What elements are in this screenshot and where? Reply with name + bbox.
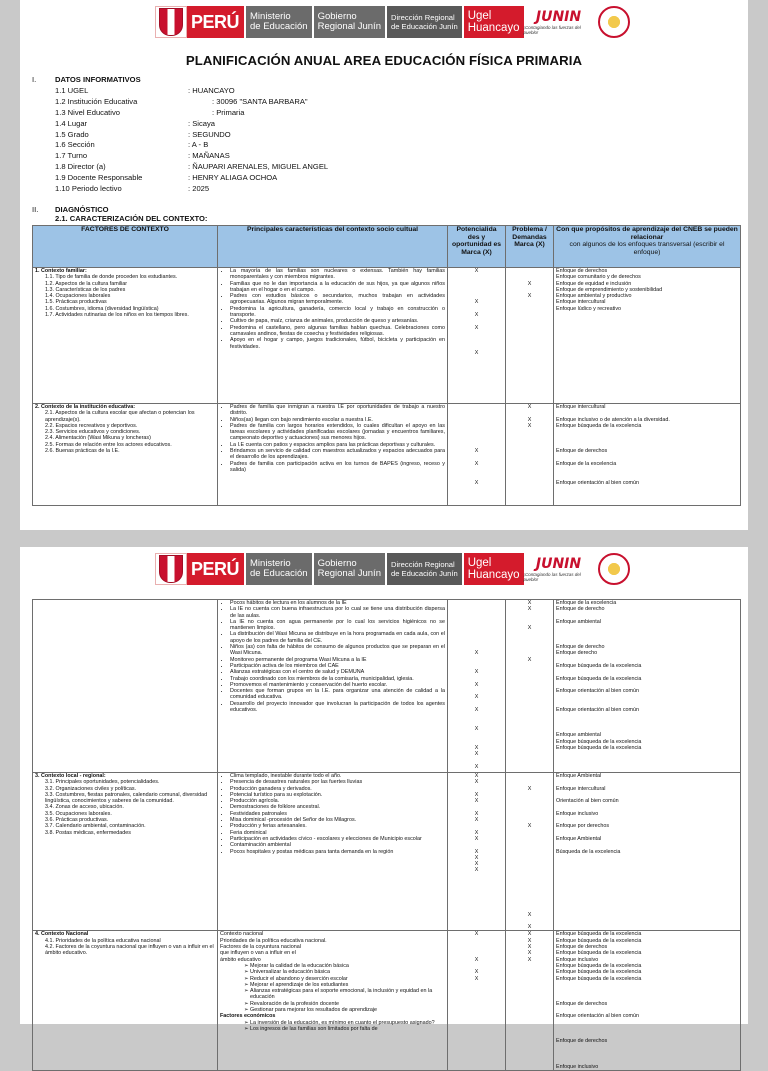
section-1-number: I.: [32, 75, 37, 84]
enfoque-item: Enfoque búsqueda de la excelencia: [556, 975, 642, 982]
factor-item: 2.3. Servicios educativos y condiciones.: [45, 429, 141, 436]
potencialidad-mark: X: [474, 751, 479, 758]
section-2-subtitle: 2.1. CARACTERIZACIÓN DEL CONTEXTO:: [55, 214, 208, 223]
potencialidad-mark: X: [474, 694, 479, 701]
enfoque-item: Enfoque búsqueda de la excelencia: [556, 962, 642, 969]
potencialidad-mark: X: [474, 798, 479, 805]
potencialidad-mark: X: [474, 848, 479, 855]
problema-mark: X: [527, 924, 532, 931]
datos-label: 1.2 Institución Educativa: [55, 96, 138, 106]
header-problema: Problema / Demandas Marca (X): [506, 226, 554, 268]
enfoque-item: Orientación al bien común: [556, 798, 619, 805]
context-table-continued: [32, 599, 741, 1071]
potencialidad-mark: X: [474, 969, 479, 976]
factor-item: 3.6. Prácticas productivas.: [45, 817, 109, 824]
enfoque-item: Enfoque inclusivo: [556, 956, 599, 963]
caracteristica-item: • Participación en actividades cívico - escolares y elecciones de Municipio escolar: [230, 836, 445, 842]
enfoque-item: Enfoque de derecho: [556, 644, 605, 651]
caracteristica-item: • Niños(as) llegan con bajo rendimiento escolar a nuestra I.E.: [230, 417, 445, 423]
caracteristica-item: • La I.E cuenta con patios y espacios amplios para las prácticas deportivas y culturales.: [230, 442, 445, 448]
datos-label: 1.8 Director (a): [55, 162, 106, 172]
potencialidades-cell: [448, 268, 506, 404]
caracteristica-item: • Demostraciones de folklore ancestral.: [230, 804, 445, 810]
enfoque-item: Enfoque de derechos: [556, 1000, 608, 1007]
factor-item: 1.2. Aspectos de la cultura familiar: [45, 280, 128, 287]
caracteristica-line: Factores de la coyuntura nacional: [220, 944, 301, 951]
direccion-label: Dirección Regional de Educación Junín: [385, 553, 462, 585]
enfoque-item: Enfoque ambiental: [556, 618, 601, 625]
potencialidad-mark: X: [474, 460, 479, 467]
potencialidad-mark: X: [474, 650, 479, 657]
factor-title: 4. Contexto Nacional: [35, 931, 89, 938]
caracteristica-subitem: ➢ Mejorar la calidad de la educación básica: [250, 963, 445, 969]
factor-item: 2.1. Aspectos de la cultura escolar que afectan o potencian los aprendizaje(s).: [45, 410, 195, 423]
datos-value: : SEGUNDO: [188, 129, 231, 139]
caracteristica-item: • Promovemos el mantenimiento y conservación del huerto escolar.: [230, 682, 445, 688]
problema-mark: X: [527, 656, 532, 663]
context-table: [32, 225, 741, 506]
problema-cell: [506, 931, 554, 1071]
caracteristica-item: • Cultivo de papa, maíz, crianza de animales, producción de queso y artesanías.: [230, 318, 445, 324]
enfoques-cell: [554, 931, 741, 1071]
potencialidad-mark: X: [474, 312, 479, 319]
caracteristica-item: • Producción y ferias artesanales.: [230, 823, 445, 829]
caracteristica-subitem: ➢ Alianzas estratégicas para el soporte emocional, la inclusión y equidad en la educación: [250, 988, 445, 1001]
factor-item: 2.5. Formas de relación entre los actores educativos.: [45, 441, 172, 448]
caracteristica-item: • Padres con estudios básicos o secundarios, muchos trabajan en actividades agropecuarias. Algunos migran temporalmente.: [230, 293, 445, 306]
problema-mark: X: [527, 931, 532, 938]
peru-brand: PERÚ: [187, 553, 244, 585]
caracteristica-item: • La distribución del Wasi Micuna se distribuye en la hora programada en cada aula, con el apoyo de los padres de familia del CE.: [230, 631, 445, 644]
datos-value: : MAÑANAS: [188, 151, 230, 161]
problema-mark: X: [527, 950, 532, 957]
potencialidad-mark: X: [474, 744, 479, 751]
caracteristica-subitem: ➢ Mejorar el aprendizaje de los estudiantes: [250, 982, 445, 988]
factor-item: 2.4. Alimentación (Wasi Mikuna y loncheras): [45, 435, 151, 442]
problema-cell: [506, 600, 554, 773]
caracteristica-subitem: ➢ Revaloración de la profesión docente: [250, 1001, 445, 1007]
header-factores: FACTORES DE CONTEXTO: [33, 226, 218, 268]
caracteristica-item: • Brindamos un servicio de calidad con maestros actualizados y espacios adecuados para el desarrollo de los aprendizajes.: [230, 448, 445, 461]
ugel-label: Ugel Huancayo: [462, 553, 524, 585]
enfoque-item: Enfoque orientación al bien común: [556, 1013, 640, 1020]
caracteristica-item: • La mayoría de las familias son nucleares o extensas. También hay familias monoparentales y con miembros migrantes.: [230, 268, 445, 281]
problema-mark: X: [527, 956, 532, 963]
potencialidad-mark: X: [474, 791, 479, 798]
problema-mark: X: [527, 823, 532, 830]
problema-mark: X: [527, 404, 532, 410]
datos-label: 1.3 Nivel Educativo: [55, 107, 121, 117]
enfoque-item: Búsqueda de la excelencia: [556, 848, 621, 855]
factor-item: 3.8. Postas médicas, enfermedades: [45, 829, 131, 836]
problema-mark: X: [527, 937, 532, 944]
factor-title: 2. Contexto de la institución educativa:: [35, 404, 136, 410]
enfoque-item: Enfoque inclusivo: [556, 1063, 599, 1070]
enfoque-item: Enfoque búsqueda de la excelencia: [556, 950, 642, 957]
caracteristicas-cell: [218, 268, 448, 404]
caracteristica-item: • Predomina la agricultura, ganadería, comercio local y trabajo en construcción o transporte.: [230, 306, 445, 319]
enfoque-item: Enfoque búsqueda de la excelencia: [556, 931, 642, 938]
caracteristicas-cell: [218, 931, 448, 1071]
factores-cell: [33, 268, 218, 404]
caracteristica-subitem: ➢ Gestionar para mejorar los resultados de aprendizaje: [250, 1007, 445, 1013]
factor-title: 3. Contexto local - regional:: [35, 773, 106, 779]
enfoques-cell: [554, 404, 741, 506]
caracteristica-item: • Pocos hospitales y postas médicas para tanta demanda en la región: [230, 849, 445, 855]
problema-cell: [506, 773, 554, 931]
potencialidad-mark: X: [474, 349, 479, 356]
caracteristica-item: • Padres de familia con largos horarios extendidos, lo cuales dificultan el apoyo en las tareas escolares y actividades planificadas escolares (jornadas y encuentros familiares, campeonato deportivo y actuaciones) sus menores hijos.: [230, 423, 445, 442]
datos-value: : 30096 "SANTA BARBARA": [212, 96, 308, 106]
document-page-1: [20, 0, 748, 530]
factores-cell: [33, 773, 218, 931]
datos-label: 1.5 Grado: [55, 129, 89, 139]
caracteristica-item: • Misa dominical -procesión del Señor de los Milagros.: [230, 817, 445, 823]
potencialidad-mark: X: [474, 324, 479, 331]
potencialidad-mark: X: [474, 854, 479, 861]
caracteristica-item: • Docentes que forman grupos en la I.E. para organizar una atención de calidad a la comunidad educativa.: [230, 688, 445, 701]
datos-label: 1.1 UGEL: [55, 86, 89, 95]
caracteristica-item: • La IE no cuenta con buena infraestructura por lo cual se tiene una distribución dispersa de las aulas.: [230, 606, 445, 619]
datos-value: : HUANCAYO: [188, 86, 235, 95]
enfoque-item: Enfoque de derechos: [556, 1038, 608, 1045]
ministerio-label: Ministerio de Educación: [244, 6, 312, 38]
datos-label: 1.10 Periodo lectivo: [55, 184, 122, 194]
enfoque-item: Enfoque derecho: [556, 650, 598, 657]
enfoque-item: Enfoque Ambiental: [556, 835, 602, 842]
table-row: [33, 773, 741, 931]
enfoque-item: Enfoque ambiental: [556, 732, 601, 739]
problema-mark: X: [527, 280, 532, 287]
caracteristica-item: • Padres de familia con participación activa en los turnos de BAPES (ingreso, receso y salida): [230, 461, 445, 474]
caracteristica-item: • Pocos hábitos de lectura en los alumnos de la IE: [230, 600, 445, 606]
caracteristica-item: • Apoyo en el hogar y campo, juegos tradicionales, fútbol, bicicleta y participación en festividades.: [230, 337, 445, 350]
table-row: [33, 600, 741, 773]
enfoque-item: Enfoque orientación al bien común: [556, 688, 640, 695]
enfoque-item: Enfoque de emprendimiento y sostenibilidad: [556, 286, 663, 293]
potencialidad-mark: X: [474, 669, 479, 676]
enfoque-item: Enfoque búsqueda de la excelencia: [556, 662, 642, 669]
factor-item: 1.4. Ocupaciones laborales: [45, 293, 111, 300]
factor-item: 1.7. Actividades rutinarias de los niños en los tiempos libres.: [45, 312, 189, 319]
datos-label: 1.4 Lugar: [55, 118, 88, 128]
caracteristica-line: Prioridades de la política educativa nacional.: [220, 937, 327, 944]
potencialidad-mark: X: [474, 861, 479, 868]
factor-item: 3.5. Ocupaciones laborales.: [45, 810, 112, 817]
enfoque-item: Enfoque búsqueda de la excelencia: [556, 738, 642, 745]
header-caracteristicas: Principales características del contexto socio cultual: [218, 226, 448, 268]
potencialidad-mark: X: [474, 817, 479, 824]
enfoque-item: Enfoque búsqueda de la excelencia: [556, 422, 642, 429]
caracteristica-subitem: ➢ La inversión de la educación, es mínimo en cuanto el presupuesto asignado?: [250, 1020, 445, 1026]
enfoque-item: Enfoque de equidad e inclusión: [556, 280, 632, 287]
potencialidad-mark: X: [474, 448, 479, 455]
potencialidad-mark: X: [474, 867, 479, 874]
problema-mark: X: [527, 911, 532, 918]
potencialidad-mark: X: [474, 479, 479, 486]
potencialidad-mark: X: [474, 829, 479, 836]
potencialidades-cell: [448, 931, 506, 1071]
enfoque-item: Enfoque intercultural: [556, 785, 606, 792]
enfoque-item: Enfoque de la excelencia: [556, 460, 617, 467]
datos-label: 1.7 Turno: [55, 151, 88, 161]
caracteristica-line: Contexto nacional: [220, 931, 264, 938]
potencialidad-mark: X: [474, 810, 479, 817]
enfoque-item: Enfoque intercultural: [556, 299, 606, 306]
junin-logo: JUNIN ¡Contagiando las fuerzas del pueblo!: [524, 6, 594, 38]
enfoques-cell: [554, 600, 741, 773]
caracteristica-line: que influyen o van a influir en el: [220, 950, 296, 957]
potencialidades-cell: [448, 404, 506, 506]
factor-title: 1. Contexto familiar:: [35, 268, 87, 274]
regional-shield-icon: [594, 6, 634, 38]
caracteristica-item: • Feria dominical: [230, 830, 445, 836]
peru-coat-of-arms-icon: [155, 6, 187, 38]
factor-item: 4.1. Prioridades de la política educativa nacional: [45, 937, 161, 944]
factores-cell: [33, 600, 218, 773]
caracteristica-line: ámbito educativo: [220, 956, 261, 963]
potencialidad-mark: X: [474, 975, 479, 982]
caracteristica-item: • Monitoreo permanente del programa Wasi Micuna a la IE: [230, 657, 445, 663]
potencialidad-mark: X: [474, 725, 479, 732]
caracteristica-item: • Familias que no le dan importancia a la educación de sus hijos, ya que algunos niños trabajan en el hogar o en el campo.: [230, 281, 445, 294]
potencialidad-mark: X: [474, 773, 479, 779]
enfoque-item: Enfoque de la excelencia: [556, 600, 617, 606]
regional-shield-icon: [594, 553, 634, 585]
ministerio-label: Ministerio de Educación: [244, 553, 312, 585]
table-row: [33, 404, 741, 506]
factor-item: 1.3. Características de los padres: [45, 286, 126, 293]
enfoque-item: Enfoque inclusivo: [556, 810, 599, 817]
problema-mark: X: [527, 606, 532, 613]
caracteristica-item: • Clima templado, inestable durante todo el año.: [230, 773, 445, 779]
ugel-label: Ugel Huancayo: [462, 6, 524, 38]
caracteristica-item: • Padres de familia que inmigran a nuestra I.E por oportunidades de trabajo a nuestro distrito.: [230, 404, 445, 417]
problema-mark: X: [527, 293, 532, 300]
caracteristica-item: • Contaminación ambiental: [230, 842, 445, 848]
problema-mark: X: [527, 600, 532, 606]
enfoque-item: Enfoque de derechos: [556, 268, 608, 274]
peru-coat-of-arms-icon: [155, 553, 187, 585]
datos-value: : A - B: [188, 140, 209, 150]
enfoque-item: Enfoque intercultural: [556, 404, 606, 410]
factor-item: 3.7. Calendario ambiental, contaminación.: [45, 823, 146, 830]
gobierno-label: Gobierno Regional Junín: [312, 6, 385, 38]
enfoque-item: Enfoque orientación al bien común: [556, 707, 640, 714]
factor-item: 2.2. Espacios recreativos y deportivos.: [45, 422, 138, 429]
factor-item: 3.2. Organizaciones civiles y políticas.: [45, 785, 137, 792]
document-title: PLANIFICACIÓN ANUAL AREA EDUCACIÓN FÍSICA PRIMARIA: [185, 53, 583, 68]
enfoque-item: Enfoque búsqueda de la excelencia: [556, 675, 642, 682]
section-1-title: DATOS INFORMATIVOS: [55, 75, 141, 84]
table-row: [33, 268, 741, 404]
enfoque-item: Enfoque orientación al bien común: [556, 479, 640, 486]
factor-item: 3.3. Costumbres, fiestas patronales, calendario comunal, diversidad lingüística, conocimientos y saberes de la comunidad.: [45, 791, 208, 805]
problema-mark: X: [527, 944, 532, 951]
enfoque-item: Enfoque de derecho: [556, 606, 605, 613]
factor-item: 3.4. Zonas de acceso, ubicación.: [45, 804, 124, 811]
caracteristica-item: • Predomina el castellano, pero algunas familias hablan quechua. Celebraciones como carnavales andinos, fiestas de cosecha y festividades religiosas.: [230, 325, 445, 338]
datos-value: : HENRY ALIAGA OCHOA: [188, 173, 278, 183]
factores-cell: [33, 931, 218, 1071]
potencialidad-mark: X: [474, 779, 479, 786]
caracteristica-item: • Niños (as) con falta de hábitos de consumo de algunos productos que se preparan en el Wasi Micuna.: [230, 644, 445, 657]
header-banner: [155, 6, 647, 38]
potencialidad-mark: X: [474, 835, 479, 842]
datos-value: : 2025: [188, 184, 210, 194]
caracteristica-item: • Producción agrícola.: [230, 798, 445, 804]
caracteristica-item: • Presencia de desastres naturales por las fuertes lluvias: [230, 779, 445, 785]
enfoques-cell: [554, 268, 741, 404]
enfoque-item: Enfoque búsqueda de la excelencia: [556, 744, 642, 751]
potencialidades-cell: [448, 600, 506, 773]
enfoque-item: Enfoque por derechos: [556, 823, 610, 830]
factores-cell: [33, 404, 218, 506]
datos-value: : Sicaya: [188, 118, 216, 128]
caracteristica-item: • Producción ganadera y derivados.: [230, 786, 445, 792]
datos-value: : ÑAUPARI ARENALES, MIGUEL ANGEL: [188, 162, 329, 172]
caracteristica-item: • Desarrollo del proyecto innovador que involucran la participación de todos los agentes educativos.: [230, 701, 445, 714]
caracteristica-subitem: ➢ Los ingresos de las familias son limitados por falta de: [250, 1026, 445, 1032]
header-banner: [155, 553, 647, 585]
problema-mark: X: [527, 422, 532, 429]
table-row: [33, 931, 741, 1071]
caracteristica-subitem: ➢ Reducir el abandono y deserción escolar: [250, 976, 445, 982]
enfoque-item: Enfoque búsqueda de la excelencia: [556, 937, 642, 944]
datos-value: : Primaria: [212, 107, 245, 117]
potencialidad-mark: X: [474, 268, 479, 274]
gobierno-label: Gobierno Regional Junín: [312, 553, 385, 585]
potencialidad-mark: X: [474, 681, 479, 688]
enfoque-item: Enfoque Ambiental: [556, 773, 602, 779]
factor-item: 2.6. Buenas prácticas de la I.E.: [45, 448, 120, 455]
problema-cell: [506, 404, 554, 506]
enfoque-item: Enfoque ambiental y productivo: [556, 293, 632, 300]
caracteristicas-cell: [218, 600, 448, 773]
document-page-2: [20, 547, 748, 1070]
datos-label: 1.6 Sección: [55, 140, 95, 150]
caracteristica-heading: Factores económicos: [220, 1013, 276, 1020]
caracteristica-subitem: ➢ Universalizar la educación básica: [250, 969, 445, 975]
enfoque-item: Enfoque búsqueda de la excelencia: [556, 969, 642, 976]
enfoque-item: Enfoque de derechos: [556, 944, 608, 951]
caracteristica-item: • La IE no cuenta con agua permanente por lo cual los servicios higiénicos no se mantienen limpios.: [230, 619, 445, 632]
factor-item: 3.1. Principales oportunidades, potencialidades.: [45, 779, 160, 786]
datos-label: 1.9 Docente Responsable: [55, 173, 143, 183]
enfoque-item: Enfoque inclusivo o de atención a la diversidad.: [556, 416, 670, 423]
potencialidad-mark: X: [474, 763, 479, 770]
caracteristica-item: • Participación activa de los miembros del CAE: [230, 663, 445, 669]
potencialidades-cell: [448, 773, 506, 931]
potencialidad-mark: X: [474, 707, 479, 714]
enfoque-item: Enfoque comunitario y de derechos: [556, 274, 641, 281]
problema-mark: X: [527, 416, 532, 423]
header-potencialidades: Potencialida des y oportunidad es Marca (X): [448, 226, 506, 268]
section-2-number: II.: [32, 205, 39, 214]
factor-item: 4.2. Factores de la coyuntura nacional que influyen o van a influir en el ámbito educativo.: [45, 944, 214, 957]
factor-item: 1.6. Costumbres, idioma (diversidad lingüística): [45, 305, 159, 312]
enfoques-cell: [554, 773, 741, 931]
caracteristicas-cell: [218, 773, 448, 931]
problema-mark: X: [527, 625, 532, 632]
section-2-title: DIAGNÓSTICO: [55, 205, 109, 214]
peru-brand: PERÚ: [187, 6, 244, 38]
caracteristicas-cell: [218, 404, 448, 506]
enfoque-item: Enfoque lúdico y recreativo: [556, 305, 622, 312]
problema-mark: X: [527, 785, 532, 792]
junin-logo: JUNIN ¡Contagiando las fuerzas del pueblo!: [524, 553, 594, 585]
potencialidad-mark: X: [474, 299, 479, 306]
factor-item: 1.5. Prácticas productivas: [45, 299, 107, 306]
potencialidad-mark: X: [474, 931, 479, 938]
caracteristica-item: • Festividades patronales: [230, 811, 445, 817]
direccion-label: Dirección Regional de Educación Junín: [385, 6, 462, 38]
caracteristica-item: • Alianzas estratégicas con el centro de salud y DEMUNA: [230, 669, 445, 675]
enfoque-item: Enfoque de derechos: [556, 448, 608, 455]
caracteristica-item: • Trabajo coordinado con los miembros de la comisaría, municipalidad, iglesia.: [230, 676, 445, 682]
problema-cell: [506, 268, 554, 404]
header-propositos: Con que propósitos de aprendizaje del CNEB se pueden relacionar con algunos de los enfoques transversal (escribir el enfoque): [554, 226, 741, 268]
factor-item: 1.1. Tipo de familia de donde proceden los estudiantes.: [45, 274, 178, 281]
caracteristica-item: • Potencial turístico para su explotación.: [230, 792, 445, 798]
potencialidad-mark: X: [474, 956, 479, 963]
